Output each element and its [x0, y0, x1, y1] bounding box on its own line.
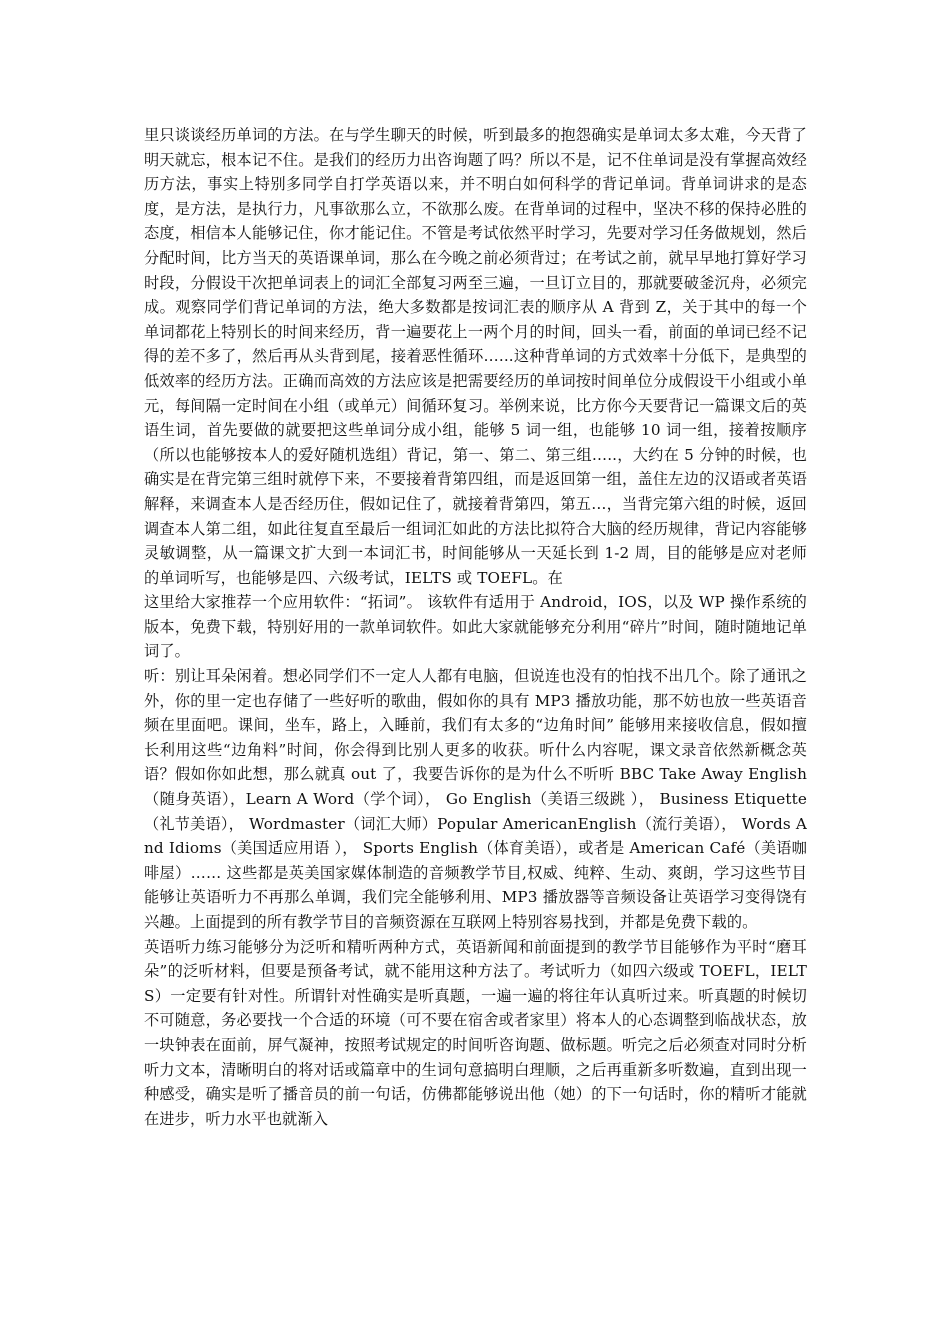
paragraph-app-recommendation: 这里给大家推荐一个应用软件：“拓词”。 该软件有适用于 Android，IOS，以及 WP 操作系统的版本，免费下载，特别好用的一款单词软件。如此大家就能够充分利用“碎片”时间，随时随地记单词了。 — [144, 593, 807, 661]
paragraph-intensive-listening: 英语听力练习能够分为泛听和精听两种方式，英语新闻和前面提到的教学节目能够作为平时“磨耳朵”的泛听材料，但要是预备考试，就不能用这种方法了。考试听力（如四六级或 TOEFL，IELTS）一定要有针对性。所谓针对性确实是听真题，一遍一遍的将往年认真听过来。听真题的时候切不可随意，务必要找一个合适的环境（可不要在宿舍或者家里）将本人的心态调整到临战状态，放一块钟表在面前，屏气凝神，按照考试规定的时间听咨询题、做标题。听完之后必须查对同时分析听力文本，清晰明白的将对话或篇章中的生词句意搞明白理顺，之后再重新多听数遍，直到出现一种感受，确实是听了播音员的前一句话，仿佛都能够说出他（她）的下一句话时，你的精听才能就在进步，听力水平也就渐入 — [144, 937, 807, 1128]
document-body — [144, 123, 807, 1131]
paragraph-listening-habits: 听：别让耳朵闲着。想必同学们不一定人人都有电脑，但说连也没有的怕找不出几个。除了通讯之外，你的里一定也存储了一些好听的歌曲，假如你的具有 MP3 播放功能，那不妨也放一些英语音频在里面吧。课间，坐车，路上，入睡前，我们有太多的“边角时间” 能够用来接收信息，假如擅长利用这些“边角料”时间，你会得到比别人更多的收获。听什么内容呢，课文录音依然新概念英语？假如你如此想，那么就真 out 了，我要告诉你的是为什么不听听 BBC Take Away English（随身英语），Learn A Word（学个词）， Go English（美语三级跳 ）， Business Etiquette（礼节美语）， Wordmaster（词汇大师）Popular AmericanEnglish（流行美语）， Words And Idioms（美国适应用语 ）， Sports English（体育美语），或者是 American Café（美语咖啡屋）…… 这些都是英美国家媒体制造的音频教学节目,权威、纯粹、生动、爽朗，学习这些节目能够让英语听力不再那么单调，我们完全能够利用、MP3 播放器等音频设备让英语学习变得饶有兴趣。上面提到的所有教学节目的音频资源在互联网上特别容易找到，并都是免费下载的。 — [144, 667, 807, 931]
paragraph-memorization-method: 里只谈谈经历单词的方法。在与学生聊天的时候，听到最多的抱怨确实是单词太多太难，今天背了明天就忘，根本记不住。是我们的经历力出咨询题了吗？所以不是，记不住单词是没有掌握高效经历方法，事实上特别多同学自打学英语以来，并不明白如何科学的背记单词。背单词讲求的是态度，是方法，是执行力，凡事欲那么立，不欲那么废。在背单词的过程中，坚决不移的保持必胜的态度，相信本人能够记住，你才能记住。不管是考试依然平时学习，先要对学习任务做规划，然后分配时间，比方当天的英语课单词，那么在今晚之前必须背过；在考试之前，就早早地打算好学习时段，分假设干次把单词表上的词汇全部复习两至三遍，一旦订立目的，那就要破釜沉舟，必须完成。观察同学们背记单词的方法，绝大多数都是按词汇表的顺序从 A 背到 Z，关于其中的每一个单词都花上特别长的时间来经历，背一遍要花上一两个月的时间，回头一看，前面的单词已经不记得的差不多了，然后再从头背到尾，接着恶性循环…...这种背单词的方式效率十分低下，是典型的低效率的经历方法。正确而高效的方法应该是把需要经历的单词按时间单位分成假设干小组或小单元，每间隔一定时间在小组（或单元）间循环复习。举例来说，比方你今天要背记一篇课文后的英语生词，首先要做的就要把这些单词分成小组，能够 5 词一组，也能够 10 词一组，接着按顺序（所以也能够按本人的爱好随机选组）背记，第一、第二、第三组…..，大约在 5 分钟的时候，也确实是在背完第三组时就停下来，不要接着背第四组，而是返回第一组，盖住左边的汉语或者英语解释，来调查本人是否经历住，假如记住了，就接着背第四，第五…，当背完第六组的时候，返回调查本人第二组，如此往复直至最后一组词汇如此的方法比拟符合大脑的经历规律，背记内容能够灵敏调整，从一篇课文扩大到一本词汇书，时间能够从一天延长到 1-2 周，目的能够是应对老师的单词听写，也能够是四、六级考试，IELTS 或 TOEFL。在 — [144, 126, 807, 587]
